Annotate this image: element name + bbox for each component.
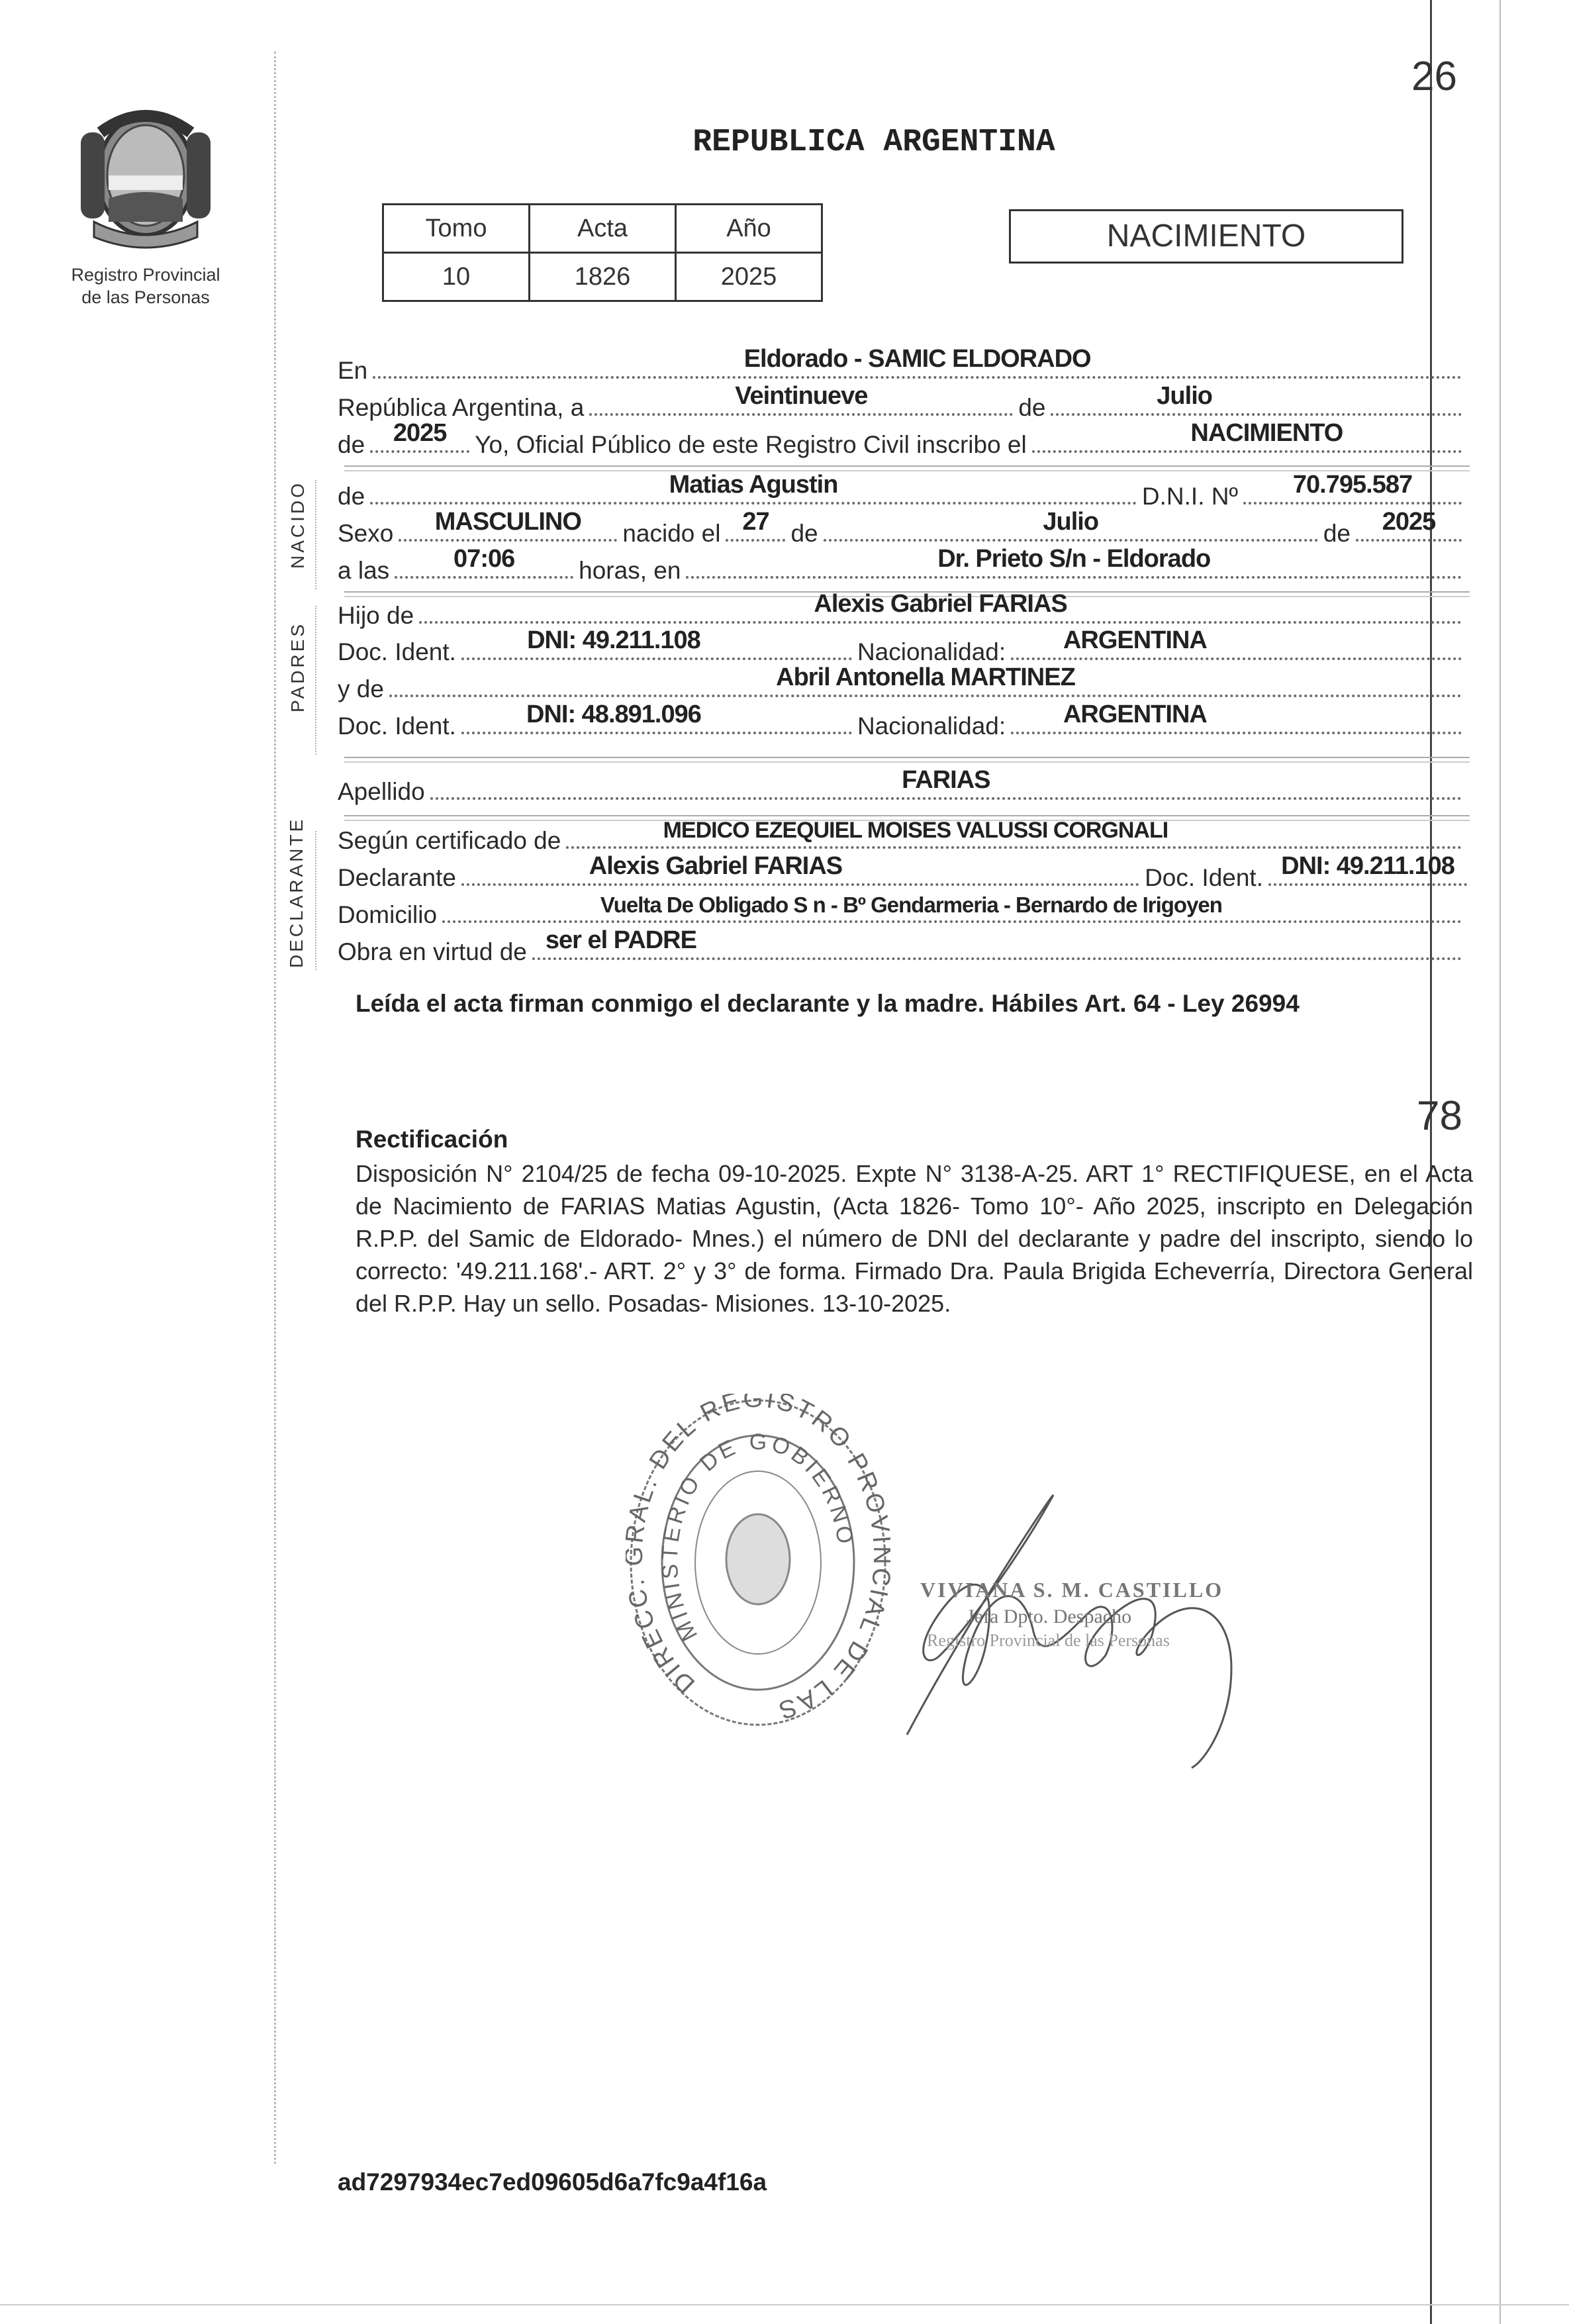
field-declarante-doc <box>1268 852 1467 886</box>
label-nacido-el: nacido el <box>622 520 721 547</box>
row-hora-lugar <box>338 545 1467 584</box>
record-table-value-row <box>383 253 822 301</box>
value-declarante-doc: DNI: 49.211.108 <box>1281 852 1454 880</box>
value-dni: 70.795.587 <box>1292 471 1413 499</box>
field-nac-dia <box>726 508 785 542</box>
left-margin-line <box>274 52 276 2164</box>
header-acta: Acta <box>530 205 676 253</box>
value-inscribe: NACIMIENTO <box>1190 419 1343 447</box>
value-nac-anio: 2025 <box>1382 508 1436 536</box>
record-type-box: NACIMIENTO <box>1009 209 1403 264</box>
seal-outer-text: DIRECC AL. DEL REGISTRO PRO IAL DE LAS <box>626 1394 890 1725</box>
label-de: de <box>338 431 365 458</box>
label-domicilio: Domicilio <box>338 901 438 928</box>
label-oficial: Yo, Oficial Público de este Registro Civil inscribo el <box>475 431 1027 458</box>
record-table <box>382 203 823 302</box>
value-padre-doc: DNI: 49.211.108 <box>527 626 700 654</box>
value-sexo: MASCULINO <box>434 508 581 536</box>
registry-name-line1: Registro Provincial <box>71 265 220 285</box>
field-nac-mes <box>824 508 1318 542</box>
seal-inner-text: MINISTERIO DE GOBIERNO <box>657 1429 859 1645</box>
value-hora: 07:06 <box>453 545 515 573</box>
section-bar-declarante <box>315 831 316 970</box>
row-declarante <box>338 852 1467 891</box>
closing-statement: Leída el acta firman conmigo el declarante y la madre. Hábiles Art. 64 - Ley 26994 <box>356 990 1300 1017</box>
field-certificado <box>566 818 1462 849</box>
field-padre <box>419 590 1462 624</box>
label-nacionalidad: Nacionalidad: <box>857 638 1006 665</box>
label-nacionalidad: Nacionalidad: <box>857 712 1006 740</box>
label-obra: Obra en virtud de <box>338 938 527 965</box>
value-anio: 2025 <box>676 253 822 301</box>
field-domicilio <box>442 893 1462 923</box>
label-declarante: Declarante <box>338 864 456 891</box>
value-lugar: Dr. Prieto S/n - Eldorado <box>937 545 1211 573</box>
record-table-header-row <box>383 205 822 253</box>
value-padre-nac: ARGENTINA <box>1063 626 1207 654</box>
header-anio: Año <box>676 205 822 253</box>
signer-name: VIVIANA S. M. CASTILLO <box>920 1578 1224 1602</box>
registry-name-line2: de las Personas <box>81 287 210 307</box>
document-title: REPUBLICA ARGENTINA <box>692 124 1055 160</box>
field-madre <box>389 663 1462 697</box>
field-padre-nac <box>1011 626 1462 660</box>
label-doc-ident: Doc. Ident. <box>338 712 456 740</box>
field-nombre <box>370 471 1137 505</box>
row-anio-inscribe <box>338 419 1467 458</box>
field-obra <box>532 926 1462 960</box>
row-en <box>338 345 1467 384</box>
label-sexo: Sexo <box>338 520 394 547</box>
value-domicilio: Vuelta De Obligado S n - Bº Gendarmeria - Bernardo de Irigoyen <box>600 893 1222 917</box>
signer-role: Jefa Dpto. Despacho <box>967 1606 1132 1627</box>
row-certificado <box>338 818 1467 854</box>
value-apellido: FARIAS <box>902 766 990 794</box>
section-bar-padres <box>315 606 316 755</box>
row-domicilio <box>338 895 1467 928</box>
label-y-de: y de <box>338 675 384 702</box>
value-obra: ser el PADRE <box>545 926 696 954</box>
row-obra <box>338 926 1467 965</box>
bottom-edge-line <box>0 2304 1569 2305</box>
label-horas-en: horas, en <box>579 557 681 584</box>
label-dni: D.N.I. Nº <box>1141 483 1238 510</box>
row-nombre <box>338 471 1467 510</box>
value-madre: Abril Antonella MARTINEZ <box>776 663 1075 691</box>
rectification-title: Rectificación <box>356 1126 508 1153</box>
page-number-mid: 78 <box>1417 1093 1462 1139</box>
page-number-top: 26 <box>1411 54 1457 99</box>
row-madre-doc <box>338 701 1467 740</box>
value-madre-doc: DNI: 48.891.096 <box>526 701 701 728</box>
row-padre-doc <box>338 626 1467 665</box>
header-tomo: Tomo <box>383 205 530 253</box>
field-madre-nac <box>1011 701 1462 734</box>
field-inscribe <box>1032 419 1462 453</box>
section-bar-nacido <box>315 480 316 589</box>
value-mes: Julio <box>1157 382 1212 410</box>
label-de: de <box>790 520 818 547</box>
row-padre <box>338 590 1467 629</box>
label-republica: República Argentina, a <box>338 394 585 421</box>
signer-organization: Registro Provincial de las Personas <box>927 1631 1170 1650</box>
label-de: de <box>338 483 365 510</box>
value-certificado: MEDICO EZEQUIEL MOISES VALUSSI CORGNALI <box>663 818 1168 843</box>
value-madre-nac: ARGENTINA <box>1063 701 1207 728</box>
label-certificado: Según certificado de <box>338 827 561 854</box>
label-apellido: Apellido <box>338 778 425 805</box>
field-declarante <box>461 852 1139 886</box>
field-mes <box>1051 382 1462 416</box>
field-madre-doc <box>461 701 852 734</box>
field-dia <box>589 382 1013 416</box>
label-doc-ident: Doc. Ident. <box>1145 864 1263 891</box>
field-anio <box>370 419 469 453</box>
official-seal-stamp <box>626 1394 890 1741</box>
value-dia: Veintinueve <box>735 382 868 410</box>
value-acta: 1826 <box>530 253 676 301</box>
right-edge-line <box>1499 0 1501 2324</box>
value-anio: 2025 <box>393 419 447 447</box>
label-a-las: a las <box>338 557 390 584</box>
field-dni <box>1243 471 1462 505</box>
label-doc-ident: Doc. Ident. <box>338 638 456 665</box>
field-lugar <box>686 545 1462 579</box>
row-apellido <box>338 766 1467 805</box>
value-nombre: Matias Agustin <box>669 471 838 499</box>
value-padre: Alexis Gabriel FARIAS <box>814 590 1067 618</box>
field-apellido <box>430 766 1462 800</box>
row-fecha <box>338 382 1467 421</box>
province-coat-of-arms-logo <box>74 106 217 255</box>
row-sexo <box>338 508 1467 547</box>
field-sexo <box>399 508 617 542</box>
row-madre <box>338 663 1467 702</box>
rectification-body: Disposición N° 2104/25 de fecha 09-10-2025. Expte N° 3138-A-25. ART 1° RECTIFIQUESE, en el Acta de Nacimiento de FARIAS Matias Agustin, (Acta 1826- Tomo 10°- Año 2025, inscripto en Delegación R.P.P. del Samic de Eldorado- Mnes.) el número de DNI del declarante y padre del inscripto, siendo lo correcto: '49.211.168'.- ART. 2° y 3° de forma. Firmado Dra. Paula Brigida Echeverría, Directora General del R.P.P. Hay un sello. Posadas- Misiones. 13-10-2025. <box>356 1160 1473 1317</box>
value-en: Eldorado - SAMIC ELDORADO <box>743 345 1091 373</box>
field-padre-doc <box>461 626 852 660</box>
field-nac-anio <box>1356 508 1462 542</box>
section-label-declarante: DECLARANTE <box>286 816 307 968</box>
value-nac-mes: Julio <box>1043 508 1099 536</box>
document-hash: ad7297934ec7ed09605d6a7fc9a4f16a <box>338 2168 767 2196</box>
label-de: de <box>1018 394 1046 421</box>
section-label-nacido: NACIDO <box>287 481 308 569</box>
section-divider <box>344 757 1470 763</box>
value-nac-dia: 27 <box>742 508 769 536</box>
label-hijo-de: Hijo de <box>338 602 414 629</box>
section-label-padres: PADRES <box>287 621 308 712</box>
value-tomo: 10 <box>383 253 530 301</box>
field-hora <box>395 545 573 579</box>
label-de: de <box>1323 520 1351 547</box>
label-en: En <box>338 357 368 384</box>
value-declarante: Alexis Gabriel FARIAS <box>589 852 843 880</box>
field-en <box>373 345 1462 379</box>
